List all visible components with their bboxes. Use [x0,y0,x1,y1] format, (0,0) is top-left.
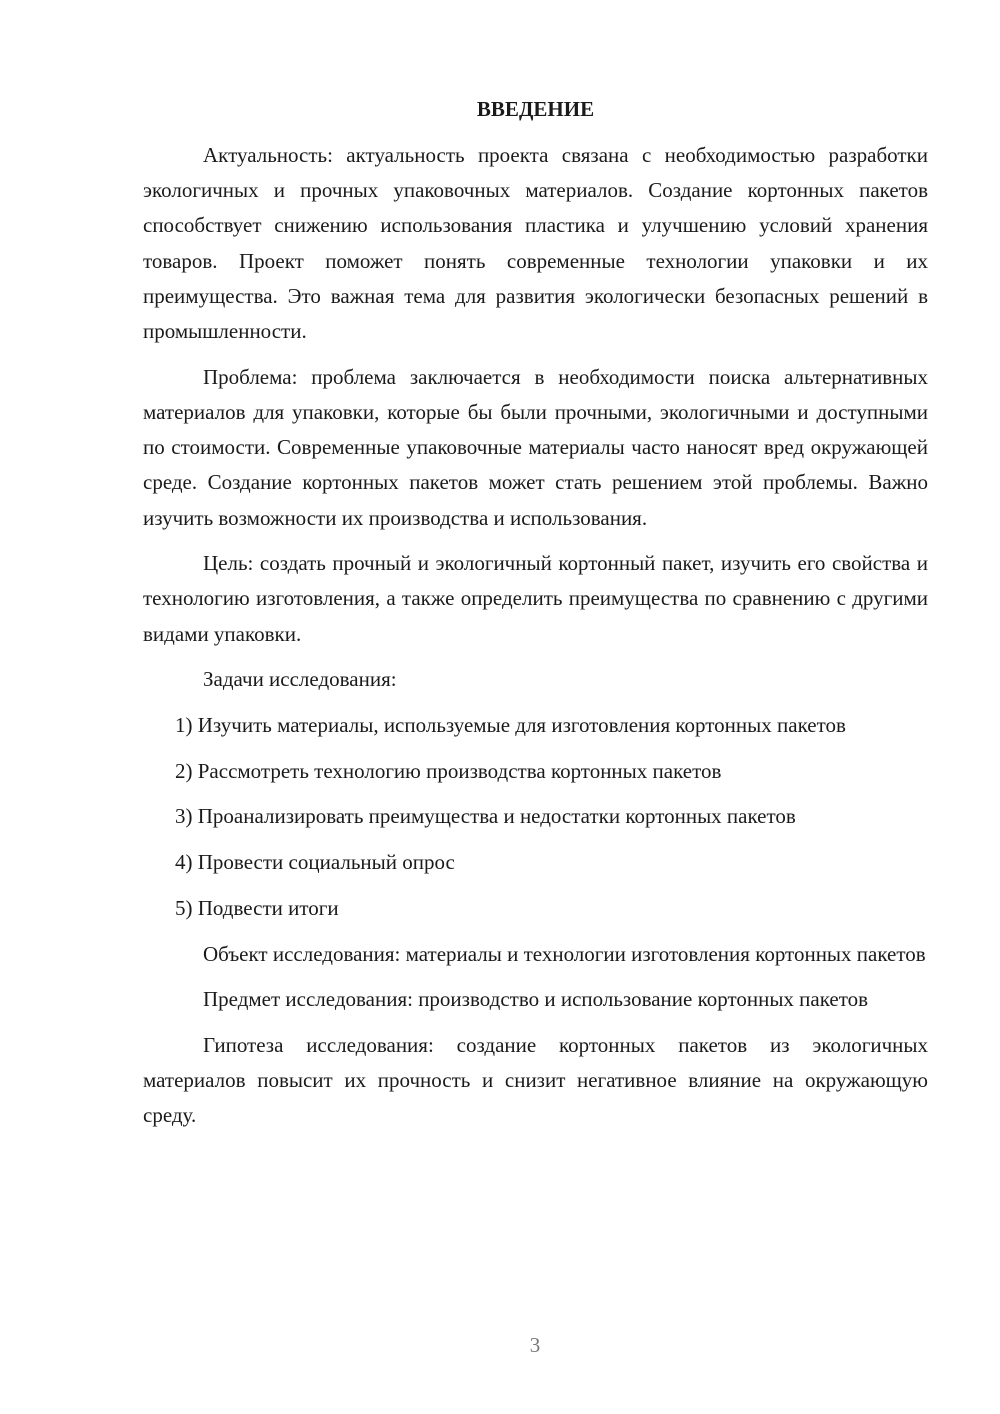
page-number: 3 [529,1333,541,1357]
section-title: ВВЕДЕНИЕ [476,97,595,121]
problem-paragraph: Проблема: проблема заключается в необходимости поиска альтернативных материалов для упаковки, которые бы были прочными, экологичными и доступными по стоимости. Современные упаковочные материалы часто наносят вред окружающей среде. Создание кортонных пакетов может стать решением этой проблемы. Важно изучить возможности их производства и использования. [143,364,928,530]
task-item: 5) Подвести итоги [175,895,339,920]
subject-paragraph: Предмет исследования: производство и использование кортонных пакетов [203,987,869,1012]
document-page [143,95,928,1144]
task-item: 1) Изучить материалы, используемые для изготовления кортонных пакетов [175,713,846,738]
tasks-heading: Задачи исследования: [203,667,397,692]
relevance-paragraph: Актуальность: актуальность проекта связана с необходимостью разработки экологичных и прочных упаковочных материалов. Создание кортонных пакетов способствует снижению использования пластика и улучшению условий хранения товаров. Проект поможет понять современные технологии упаковки и их преимущества. Это важная тема для развития экологически безопасных решений в промышленности. [143,143,928,344]
goal-paragraph: Цель: создать прочный и экологичный кортонный пакет, изучить его свойства и технологию изготовления, а также определить преимущества по сравнению с другими видами упаковки. [143,551,928,646]
task-item: 2) Рассмотреть технологию производства кортонных пакетов [175,758,722,783]
object-paragraph: Объект исследования: материалы и технологии изготовления кортонных пакетов [203,941,926,966]
task-item: 3) Проанализировать преимущества и недостатки кортонных пакетов [175,804,796,829]
hypothesis-paragraph: Гипотеза исследования: создание кортонных пакетов из экологичных материалов повысит их прочность и снизит негативное влияние на окружающую среду. [143,1032,928,1128]
task-item: 4) Провести социальный опрос [175,850,455,875]
